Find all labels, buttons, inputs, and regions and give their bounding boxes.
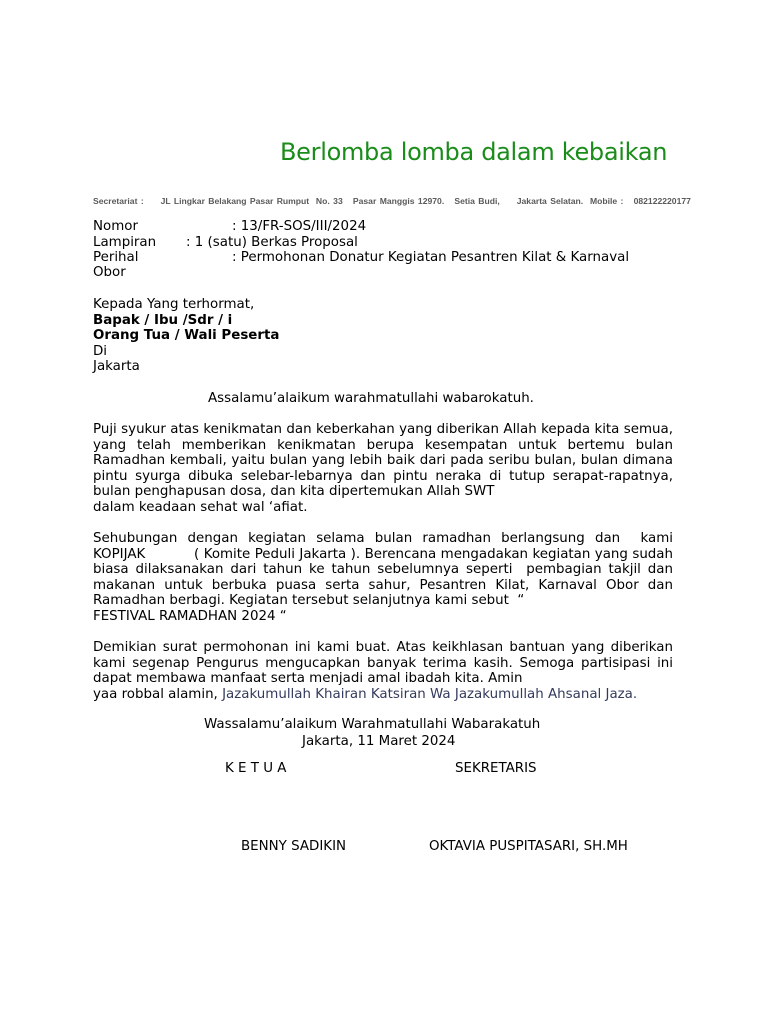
paragraph-purpose [93, 531, 678, 625]
perihal-value: : Permohonan Donatur Kegiatan Pesantren Kilat & Karnaval [232, 250, 630, 265]
secretariat-address: Secretariat : JL Lingkar Belakang Pasar Rumput No. 33 Pasar Manggis 12970. Setia Budi, Jakarta Selatan. Mobile : 082122220177 [93, 196, 691, 206]
place-date: Jakarta, 11 Maret 2024 [302, 734, 456, 749]
lampiran-value: : 1 (satu) Berkas Proposal [186, 235, 358, 250]
recipient-city: Jakarta [93, 359, 140, 374]
recipient-salutation: Kepada Yang terhormat, [93, 297, 255, 312]
ketua-name: BENNY SADIKIN [241, 839, 347, 854]
paragraph-opening-text: Puji syukur atas kenikmatan dan keberkahan yang diberikan Allah kepada kita semua, yang telah memberikan kenikmatan berupa kesempatan untuk bertemu bulan Ramadhan kembali, yaitu bulan yang lebih baik dari pada seribu bulan, bulan dimana pintu syurga dibuka selebar-lebarnya dan pintu neraka di tutup serapat-rapatnya, bulan penghapusan dosa, dan kita dipertemukan Allah SWT [93, 422, 673, 500]
sekretaris-title: SEKRETARIS [455, 761, 537, 776]
paragraph-closing [93, 640, 673, 702]
closing-prayer: Jazakumullah Khairan Katsiran Wa Jazakumullah Ahsanal Jaza. [222, 686, 638, 702]
lampiran-label: Lampiran [93, 235, 157, 250]
closing-amin: yaa robbal alamin, [93, 686, 223, 702]
perihal-continuation: Obor [93, 265, 126, 280]
nomor-value: : 13/FR-SOS/III/2024 [232, 219, 367, 234]
recipient-line-guardians: Orang Tua / Wali Peserta [93, 328, 280, 343]
letterhead-title: Berlomba lomba dalam kebaikan [280, 138, 668, 166]
recipient-di: Di [93, 344, 108, 359]
paragraph-opening-last-line: dalam keadaan sehat wal ‘afiat. [93, 499, 308, 515]
opening-greeting: Assalamu’alaikum warahmatullahi wabarokatuh. [208, 391, 534, 406]
sekretaris-name: OKTAVIA PUSPITASARI, SH.MH [429, 839, 628, 854]
nomor-label: Nomor [93, 219, 138, 234]
ketua-title: K E T U A [225, 761, 287, 776]
closing-salam: Wassalamu’alaikum Warahmatullahi Wabarakatuh [204, 717, 541, 732]
paragraph-opening [93, 422, 673, 516]
recipient-line-parents: Bapak / Ibu /Sdr / i [93, 313, 233, 328]
paragraph-closing-last-line [93, 687, 673, 703]
paragraph-purpose-text: Sehubungan dengan kegiatan selama bulan ramadhan berlangsung dan kami KOPIJAK ( Komite Peduli Jakarta ). Berencana mengadakan kegiatan yang sudah biasa dilaksanakan dari tahun ke tahun sebelumnya seperti pembagian takjil dan makanan untuk berbuka puasa serta sahur, Pesantren Kilat, Karnaval Obor dan Ramadhan berbagi. Kegiatan tersebut selanjutnya kami sebut “ [93, 531, 678, 609]
paragraph-purpose-last-line: FESTIVAL RAMADHAN 2024 “ [93, 608, 287, 624]
perihal-label: Perihal [93, 250, 139, 265]
paragraph-closing-text: Demikian surat permohonan ini kami buat. Atas keikhlasan bantuan yang diberikan kami segenap Pengurus mengucapkan banyak terima kasih. Semoga partisipasi ini dapat membawa manfaat serta menjadi amal ibadah kita. Amin [93, 640, 673, 687]
